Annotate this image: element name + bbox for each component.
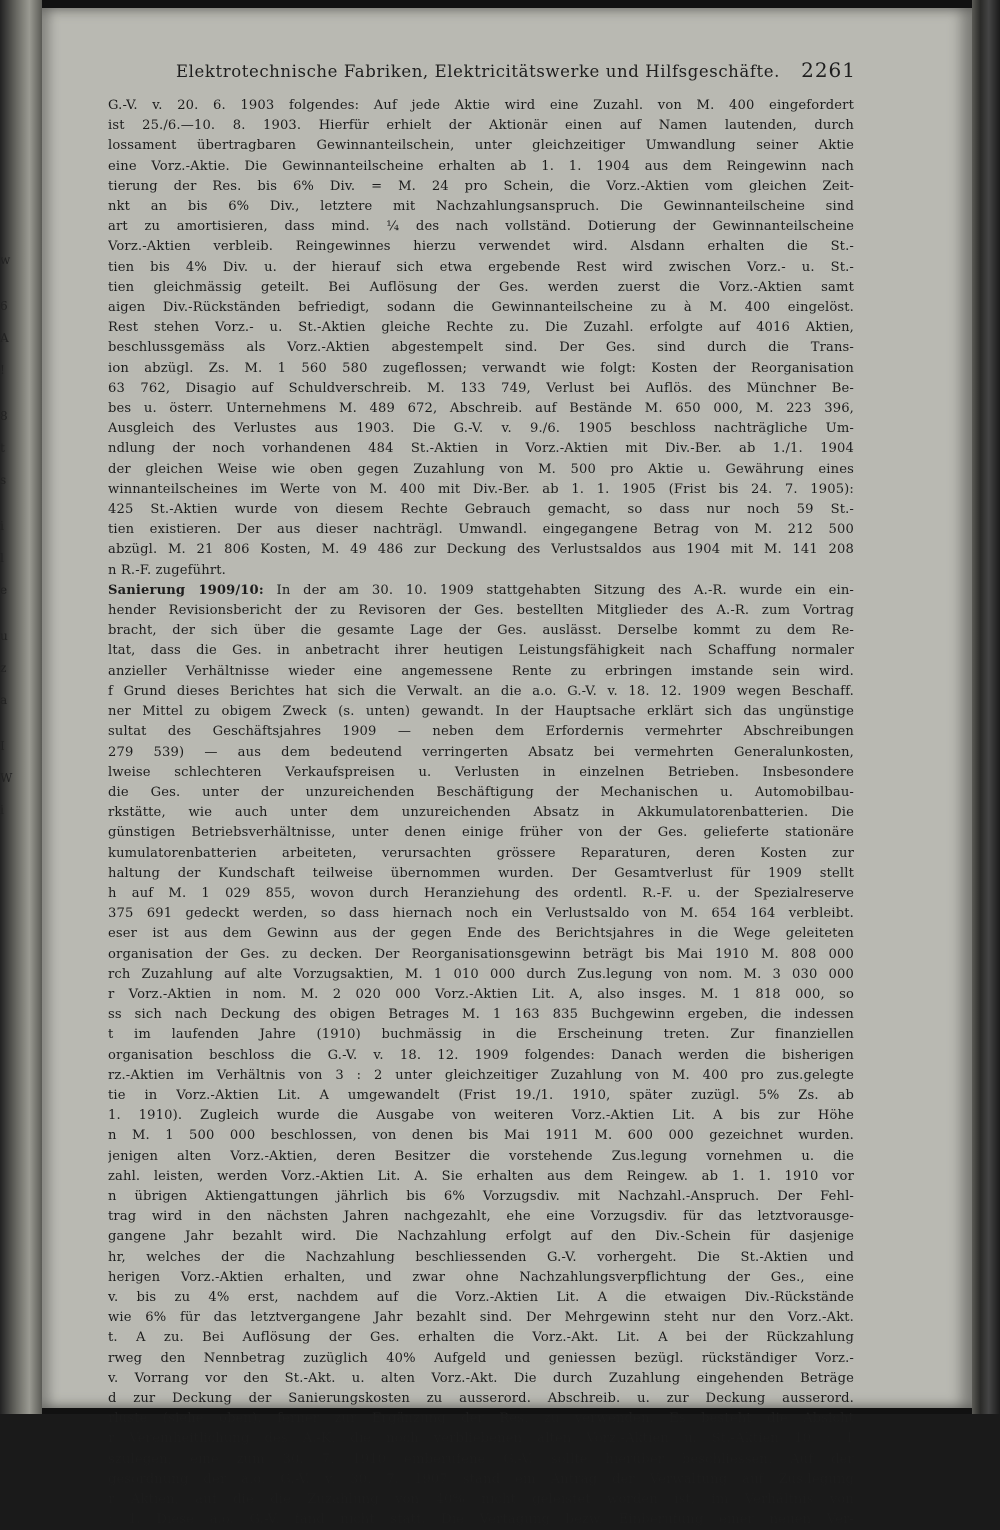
text-line: wie 6% für das letztvergangene Jahr bezahlt sind. Der Mehrgewinn steht nur den Vorz.-Akt.	[108, 1310, 854, 1326]
text-line: Rest stehen Vorz.- u. St.-Aktien gleiche Rechte zu. Die Zuzahl. erfolgte auf 4016 Aktien,	[108, 320, 854, 336]
text-line: n M. 1 500 000 beschlossen, von denen bis Mai 1911 M. 600 000 gezeichnet wurden.	[108, 1128, 854, 1144]
text-line: ner Mittel zu obigem Zweck (s. unten) gewandt. In der Hauptsache erklärt sich das ungünstige	[108, 704, 854, 720]
text-line: nkt an bis 6% Div., letztere mit Nachzahlungsanspruch. Die Gewinnanteilscheine sind	[108, 199, 854, 215]
margin-fragment: z	[0, 661, 7, 675]
margin-fragment: I	[0, 739, 5, 753]
text-line: beschlussgemäss als Vorz.-Aktien abgestempelt sind. Der Ges. sind durch die Trans-	[108, 340, 854, 356]
text-line: 1. 1910). Zugleich wurde die Ausgabe von weiteren Vorz.-Aktien Lit. A bis zur Höhe	[108, 1108, 854, 1124]
text-line: r Vereinheitlichung des A.-K. die noch verbliebenen alten Vorz.-Aktien u. St.-Aktien 10 : 1	[108, 1431, 854, 1447]
text-line: r Aktien, auf die die Zuzahlung von 40% nicht geleistet worden ist, im Verhältnis von	[108, 1492, 854, 1508]
text-line: zahl. leisten, werden Vorz.-Aktien Lit. A. Sie erhalten aus dem Reingew. ab 1. 1. 1910 vor	[108, 1168, 854, 1184]
text-line: r Vorz.-Aktien in nom. M. 2 020 000 Vorz.-Aktien Lit. A, also insges. M. 1 818 000, so	[108, 986, 854, 1002]
text-line: t im laufenden Jahre (1910) buchmässig in die Erscheinung treten. Zur finanziellen	[108, 1027, 854, 1043]
text-line: szulegen; eine zum 30. 7. 1910 einberufene G.-V. sollte hierüber beschliessen. Auf der	[108, 1451, 854, 1467]
text-line: abzügl. M. 21 806 Kosten, M. 49 486 zur Deckung des Verlustsaldos aus 1904 mit M. 141 208	[108, 542, 854, 558]
text-line: eser ist aus dem Gewinn aus der gegen Ende des Berichtsjahres in die Wege geleiteten	[108, 926, 854, 942]
left-margin-fragments	[0, 250, 24, 846]
text-line: sultat des Geschäftsjahres 1909 — neben dem Erfordernis vermehrter Abschreibungen	[108, 724, 854, 740]
text-line: tierung der Res. bis 6% Div. = M. 24 pro Schein, die Vorz.-Aktien vom gleichen Zeit-	[108, 178, 854, 194]
section-heading: Sanierung 1909/10:	[108, 582, 264, 598]
page-number: 2261	[801, 58, 856, 82]
text-line: n R.-F. zugeführt.	[108, 562, 226, 578]
book-right-edge	[972, 0, 1000, 1414]
text-line: : 1. Diese a.o. G.-V. fand nicht statt. Die Vertagung bezw. Einberufung einer neuen Ver-	[108, 1512, 854, 1528]
text-line: tien gleichmässig geteilt. Bei Auflösung der Ges. werden zuerst die Vorz.-Aktien samt	[108, 279, 854, 295]
text-line: kumulatorenbatterien arbeiteten, verursachten grössere Reparaturen, deren Kosten zur	[108, 845, 854, 861]
text-line: 425 St.-Aktien wurde von diesem Rechte Gebrauch gemacht, so dass nur noch 59 St.-	[108, 502, 854, 518]
text-line: lossament übertragbaren Gewinnanteilschein, unter gleichzeitiger Umwandlung seiner Aktie	[108, 138, 854, 154]
text-line: winnanteilscheines im Werte von M. 400 mit Div.-Ber. ab 1. 1. 1905 (Frist bis 24. 7. 1905):	[108, 481, 854, 497]
margin-fragment: u	[0, 629, 8, 643]
text-line: bracht, der sich über die gesamte Lage der Ges. auslässt. Derselbe kommt zu dem Re-	[108, 623, 854, 639]
text-line: d zur Deckung der Sanierungskosten zu ausserord. Abschreib. u. zur Deckung ausserord.	[108, 1391, 854, 1406]
text-line: der gleichen Weise wie oben gegen Zuzahlung von M. 500 pro Aktie u. Gewährung eines	[108, 461, 854, 477]
text-line: tien existieren. Der aus dieser nachträgl. Umwandl. eingegangene Betrag von M. 212 500	[108, 522, 854, 538]
text-line: t. A zu. Bei Auflösung der Ges. erhalten die Vorz.-Akt. Lit. A bei der Rückzahlung	[108, 1330, 854, 1346]
text-line: ndlung der noch vorhandenen 484 St.-Aktien in Vorz.-Aktien mit Div.-Ber. ab 1./1. 1904	[108, 441, 854, 457]
margin-fragment: 6	[0, 299, 8, 313]
text-line: günstigen Betriebsverhältnisse, unter denen einige früher von der Ges. gelieferte stationäre	[108, 825, 854, 841]
text-line: ltat, dass die Ges. in anbetracht ihrer heutigen Leistungsfähigkeit nach Schaffung normaler	[108, 643, 854, 659]
text-line: anzieller Verhältnisse wieder eine angemessene Rente zu erbringen imstande sein wird.	[108, 663, 854, 679]
text-line: rluste (siehe oben), ferner zur Ergänzung der Res. zu verwenden. Es besteht die Absicht	[108, 1411, 854, 1427]
margin-fragment: w	[0, 253, 11, 267]
text-line: Vorz.-Aktien verbleib. Reingewinnes hierzu verwendet wird. Alsdann erhalten die St.-	[108, 239, 854, 255]
text-line: f Grund dieses Berichtes hat sich die Verwalt. an die a.o. G.-V. v. 18. 12. 1909 wegen Beschaff.	[108, 683, 854, 699]
margin-fragment: !	[0, 363, 5, 377]
text-line: ss sich nach Deckung des obigen Betrages M. 1 163 835 Buchgewinn ergeben, die indessen	[108, 1007, 854, 1023]
margin-fragment: t	[0, 441, 5, 455]
text-line: G.-V. v. 20. 6. 1903 folgendes: Auf jede Aktie wird eine Zuzahl. von M. 400 eingefordert	[108, 98, 854, 113]
text-line: rweg den Nennbetrag zuzüglich 40% Aufgeld und geniessen bezügl. rückständiger Vorz.-	[108, 1350, 854, 1366]
margin-fragment: W	[0, 771, 13, 785]
margin-fragment: A	[0, 331, 9, 345]
text-line: trag wird in den nächsten Jahren nachgezahlt, ehe eine Vorzugsdiv. für das letztvorausge-	[108, 1209, 854, 1225]
text-line: ion abzügl. Zs. M. 1 560 580 zugeflossen; verwandt wie folgt: Kosten der Reorganisation	[108, 360, 854, 376]
text-line: gangene Jahr bezahlt wird. Die Nachzahlung erfolgt auf den Div.-Schein für dasjenige	[108, 1229, 854, 1245]
text-line: art zu amortisieren, dass mind. ¼ des nach vollständ. Dotierung der Gewinnanteilscheine	[108, 219, 854, 235]
text-line: hr, welches der die Nachzahlung beschliessenden G.-V. vorhergeht. Die St.-Aktien und	[108, 1249, 854, 1265]
body-text	[108, 96, 854, 1530]
text-line: 63 762, Disagio auf Schuldverschreib. M. 133 749, Verlust bei Auflös. des Münchner Be-	[108, 380, 854, 396]
margin-fragment: s	[0, 473, 7, 487]
margin-fragment: 8	[0, 409, 8, 423]
text-line: 279 539) — aus dem bedeutend verringerten Absatz bei vermehrten Generalunkosten,	[108, 744, 854, 760]
margin-fragment: i	[0, 519, 4, 533]
text-line: eine Vorz.-Aktie. Die Gewinnanteilscheine erhalten ab 1. 1. 1904 aus dem Reingewinn nach	[108, 158, 854, 174]
margin-fragment: a	[0, 693, 8, 707]
margin-fragment: e	[0, 583, 8, 597]
text-line: aigen Div.-Rückständen befriedigt, sodann die Gewinnanteilscheine zu à M. 400 eingelöst.	[108, 300, 854, 316]
text-line: lweise schlechteren Verkaufspreisen u. Verlusten in einzelnen Betrieben. Insbesondere	[108, 764, 854, 780]
text-line: 375 691 gedeckt werden, so dass hiernach noch ein Verlustsaldo von M. 654 164 verbleibt.	[108, 906, 854, 922]
text-line: h auf M. 1 029 855, wovon durch Heranziehung des ordentl. R.-F. u. der Spezialreserve	[108, 885, 854, 901]
text-line: rkstätte, wie auch unter dem unzureichenden Absatz in Akkumulatorenbatterien. Die	[108, 805, 854, 821]
text-line: hender Revisionsbericht der zu Revisoren der Ges. bestellten Mitglieder des A.-R. zum Vortrag	[108, 603, 854, 619]
margin-fragment: i	[0, 803, 4, 817]
text-line-rest: In der am 30. 10. 1909 stattgehabten Sitzung des A.-R. wurde ein ein-	[263, 582, 854, 598]
text-line: tie in Vorz.-Aktien Lit. A umgewandelt (Frist 19./1. 1910, später zuzügl. 5% Zs. ab	[108, 1087, 854, 1103]
text-line: ist 25./6.—10. 8. 1903. Hierfür erhielt der Aktionär einen auf Namen lautenden, durch	[108, 118, 854, 134]
text-line	[108, 581, 854, 601]
header-title: Elektrotechnische Fabriken, Elektricitätswerke und Hilfsgeschäfte.	[176, 62, 780, 81]
running-header	[176, 58, 856, 82]
text-line: bes u. österr. Unternehmens M. 489 672, Abschreib. auf Bestände M. 650 000, M. 223 396,	[108, 401, 854, 417]
text-line: v. bis zu 4% erst, nachdem auf die Vorz.-Aktien Lit. A die etwaigen Div.-Rückstände	[108, 1289, 854, 1305]
text-line: jenigen alten Vorz.-Aktien, deren Besitzer die vorstehende Zus.legung vornehmen u. die	[108, 1148, 854, 1164]
text-line: herigen Vorz.-Aktien erhalten, und zwar ohne Nachzahlungsverpflichtung der Ges., eine	[108, 1269, 854, 1285]
text-line: die Ges. unter der unzureichenden Beschäftigung der Mechanischen u. Automobilbau-	[108, 784, 854, 800]
text-line: tien bis 4% Div. u. der hierauf sich etwa ergebende Rest wird zwischen Vorz.- u. St.-	[108, 259, 854, 275]
text-line: organisation beschloss die G.-V. v. 18. 12. 1909 folgendes: Danach werden die bisherigen	[108, 1047, 854, 1063]
text-line: organisation der Ges. zu decken. Der Reorganisationsgewinn beträgt bis Mai 1910 M. 808 000	[108, 946, 854, 962]
text-line: rch Zuzahlung auf alte Vorzugsaktien, M. 1 010 000 durch Zus.legung von nom. M. 3 030 000	[108, 966, 854, 982]
margin-fragment: l	[0, 551, 4, 565]
text-line: gesordnung der a.o. G.-V. v. 30. 7. 1907 stand ein Antrag der Verwaltung auf Zus.legung	[108, 1471, 854, 1487]
text-line: haltung der Kundschaft teilweise übernommen wurden. Der Gesamtverlust für 1909 stellt	[108, 865, 854, 881]
text-line: rz.-Aktien im Verhältnis von 3 : 2 unter gleichzeitiger Zuzahlung von M. 400 pro zus.gelegte	[108, 1067, 854, 1083]
text-line: n übrigen Aktiengattungen jährlich bis 6% Vorzugsdiv. mit Nachzahl.-Anspruch. Der Fehl-	[108, 1188, 854, 1204]
text-line: v. Vorrang vor den St.-Akt. u. alten Vorz.-Akt. Die durch Zuzahlung eingehenden Beträge	[108, 1370, 854, 1386]
text-line: Ausgleich des Verlustes aus 1903. Die G.-V. v. 9./6. 1905 beschloss nachträgliche Um-	[108, 421, 854, 437]
